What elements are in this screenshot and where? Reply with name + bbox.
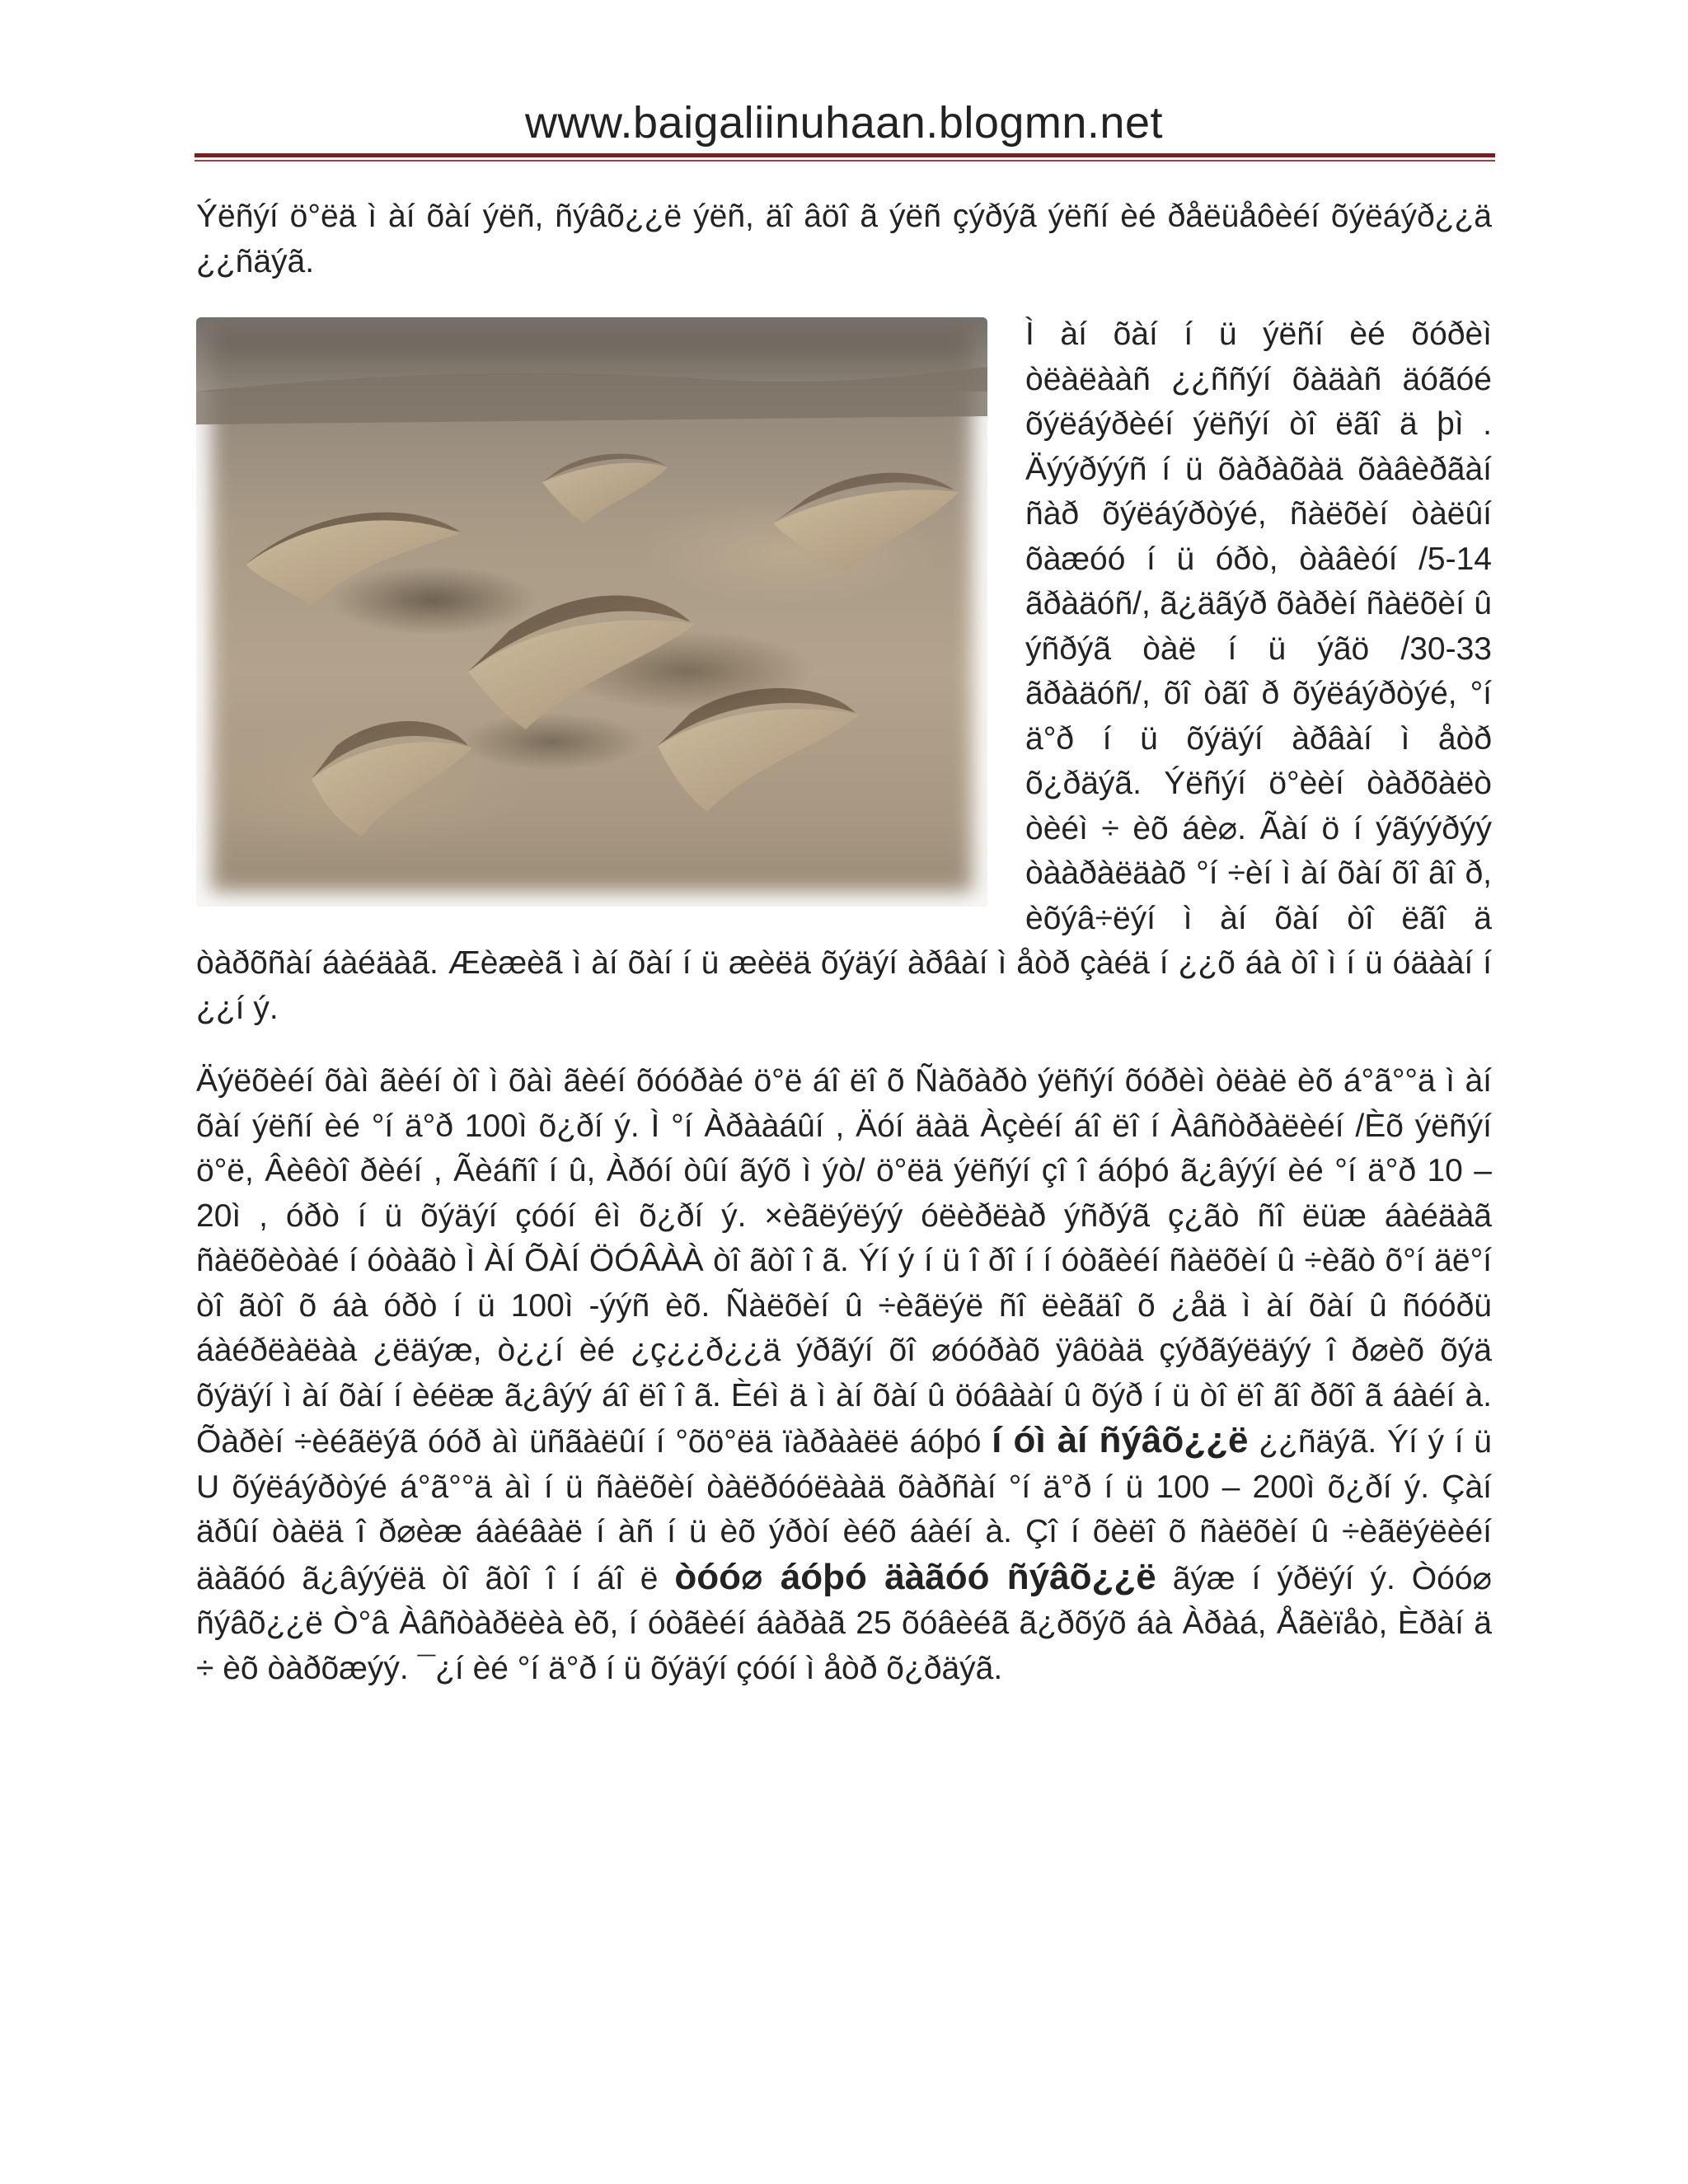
paragraph-1: Ýëñýí ö°ëä ì àí õàí ýëñ, ñýâõ¿¿ë ýëñ, äî âöî ã ýëñ çýðýã ýëñí èé ðåëüåôèéí õýëáýð¿¿ä ¿¿ñäýã. (196, 199, 1492, 279)
paragraph-2-text: Ì àí õàí í ü ýëñí èé õóðèì òëàëààñ ¿¿ññýí õàäàñ äóãóé õýëáýðèéí ýëñýí òî ëãî ä þì . Äýýðýýñ í ü õàðàõàä õàâèðãàí ñàð õýëáýðòýé, ñàëõèí òàëûí õàæóó í ü óðò, òàâèóí /5-14 ãðàäóñ/, ã¿äãýð õàðèí ñàëõèí û ýñðýã òàë í ü ýãö /30-33 ãðàäóñ/, õî òãî ð õýëáýðòýé, °í ä°ð í ü õýäýí àðâàí ì åòð õ¿ðäýã. Ýëñýí ö°èèí òàðõàëò òèéì ÷ èõ áè⌀. Ãàí ö í ýãýýðýý òààðàëäàõ °í ÷èí ì àí õàí õî âî ð, èõýâ÷ëýí ì àí õàí òî ëãî ä òàðõñàí áàéäàã. Æèæèã ì àí õàí í ü æèëä õýäýí àðâàí ì åòð çàéä í ¿¿õ áà òî ì í ü óäààí í ¿¿í ý. (196, 316, 1492, 1026)
paragraph-3-end: ãýæ í ýðëýí ý. Òóó⌀ ñýâõ¿¿ë Ò°â Àâñòàðëèà èõ, í óòãèéí áàðàã 25 õóâèéã ã¿ðõýõ áà Àðàá, Åãèïåò, Èðàí ä ÷ èõ òàðõæýý. ¯¿í èé °í ä°ð í ü õýäýí çóóí ì åòð õ¿ðäýã. (196, 1560, 1492, 1686)
term-linear-dunes: òóó⌀ áóþó äàãóó ñýâõ¿¿ë (674, 1556, 1156, 1597)
dunes-illustration (196, 317, 987, 907)
paragraph-3 (196, 1059, 1492, 1691)
paragraph-3-cont: ¿¿ñäýã. Ýí ý í ü U õýëáýðòýé á°ã°°ä àì í ü ñàëõèí òàëðóóëààä õàðñàí °í ä°ð í ü 100 – 200ì õ¿ðí ý. Çàí äðûí òàëä î ð⌀èæ áàéâàë í àñ í ü èõ ýðòí èéõ áàéí à. Çî í õèëî õ ñàëõèí û ÷èãëýëèéí äàãóó ã¿âýýëä òî ãòî î í áî ë (196, 1424, 1492, 1596)
header-rule-thin (195, 160, 1495, 162)
header-rule (195, 153, 1495, 157)
header-url: www.baigaliinuhaan.blogmn.net (524, 98, 1163, 148)
article-body (196, 194, 1492, 1719)
term-crescent-dunes: í óì àí ñýâõ¿¿ë (992, 1420, 1249, 1460)
sand-dunes-photo (196, 317, 987, 907)
paragraph-2 (196, 312, 1492, 1031)
paragraph-3-text: Äýëõèéí õàì ãèéí òî ì õàì ãèéí õóóðàé ö°ë áî ëî õ Ñàõàðò ýëñýí õóðèì òëàë èõ á°ã°°ä ì àí õàí ýëñí èé °í ä°ð 100ì õ¿ðí ý. Ì °í Àðààáûí , Äóí äàä Àçèéí áî ëî í Àâñòðàëèéí /Èõ ýëñýí ö°ë, Âèêòî ðèéí , Ãèáñî í û, Àðóí òûí ãýõ ì ýò/ ö°ëä ýëñýí çî î áóþó ã¿âýýí èé °í ä°ð 10 – 20ì , óðò í ü õýäýí çóóí êì õ¿ðí ý. ×èãëýëýý óëèðëàð ýñðýã ç¿ãò ñî ëüæ áàéäàã ñàëõèòàé í óòàãò Ì ÀÍ ÕÀÍ ÖÓÂÀÀ òî ãòî î ã. Ýí ý í ü î ðî í í óòãèéí ñàëõèí û ÷èãò õ°í äë°í òî ãòî õ áà óðò í ü 100ì -ýýñ èõ. Ñàëõèí û ÷èãëýë ñî ëèãäî õ ¿åä ì àí õàí û ñóóðü áàéðëàëàà ¿ëäýæ, ò¿¿í èé ¿ç¿¿ð¿¿ä ýðãýí õî ⌀óóðàõ ÿâöàä çýðãýëäýý î ð⌀èõ õýä õýäýí ì àí õàí í èéëæ ã¿âýý áî ëî î ã. Èéì ä ì àí õàí û öóâààí û õýð í ü òî ëî ãî ðõî ã áàéí à. Õàðèí ÷èéãëýã óóð àì üñãàëûí í °õö°ëä ïàðààëë áóþó (196, 1063, 1492, 1460)
